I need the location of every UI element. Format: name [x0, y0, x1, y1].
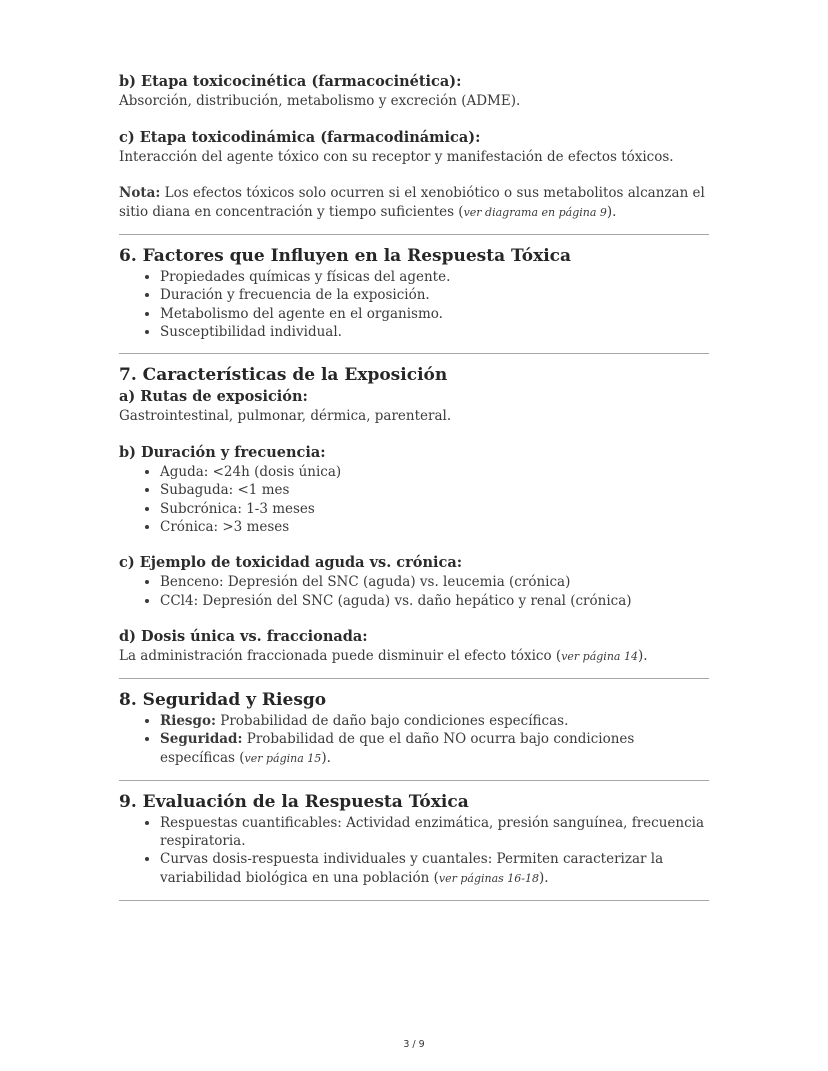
seguridad-end: ). — [321, 749, 331, 766]
page-number: 3 / 9 — [403, 1039, 425, 1050]
section-9-title: 9. Evaluación de la Respuesta Tóxica — [119, 791, 469, 812]
list-item: • Crónica: >3 meses — [160, 518, 709, 536]
nota-paragraph — [119, 184, 709, 222]
list-item — [160, 730, 709, 768]
section-8-list — [119, 712, 709, 768]
list-item: • CCl4: Depresión del SNC (aguda) vs. daño hepático y renal (crónica) — [160, 592, 709, 610]
section-7c-list — [119, 573, 709, 610]
item2-reference: ver páginas 16-18 — [438, 871, 539, 885]
section-7a-text: Gastrointestinal, pulmonar, dérmica, parenteral. — [119, 408, 452, 425]
section-7d-body: La administración fraccionada puede disminuir el efecto tóxico ( — [119, 647, 562, 664]
section-7c-title: c) Ejemplo de toxicidad aguda vs. crónica: — [119, 554, 463, 572]
etapa-c-title: c) Etapa toxicodinámica (farmacodinámica): — [119, 129, 481, 146]
section-7a-title: a) Rutas de exposición: — [119, 388, 308, 406]
list-item: • Susceptibilidad individual. — [160, 323, 709, 341]
nota-end: ). — [606, 204, 617, 220]
section-7d-title: d) Dosis única vs. fraccionada: — [119, 627, 368, 645]
etapa-c-text: Interacción del agente tóxico con su receptor y manifestación de efectos tóxicos. — [119, 149, 674, 165]
list-item: • Duración y frecuencia de la exposición. — [160, 286, 709, 304]
nota-reference: ver diagrama en página 9 — [463, 206, 607, 219]
etapa-b-title: b) Etapa toxicocinética (farmacocinética): — [119, 73, 462, 90]
section-7d-reference: ver página 14 — [561, 649, 638, 663]
section-6-list — [119, 268, 709, 341]
section-8-title: 8. Seguridad y Riesgo — [119, 689, 327, 710]
divider — [119, 900, 709, 901]
document-page — [119, 72, 709, 901]
item2-end: ). — [539, 869, 549, 886]
list-item: • Subcrónica: 1-3 meses — [160, 500, 709, 518]
list-item: • Benceno: Depresión del SNC (aguda) vs. leucemia (crónica) — [160, 573, 709, 591]
etapa-b-text: Absorción, distribución, metabolismo y excreción (ADME). — [119, 93, 521, 109]
section-7d-end: ). — [637, 647, 648, 664]
riesgo-text: Probabilidad de daño bajo condiciones específicas. — [215, 712, 569, 729]
list-item — [160, 850, 709, 888]
seguridad-label: Seguridad: — [160, 731, 243, 748]
nota-label: Nota: — [119, 185, 161, 201]
section-7-title: 7. Características de la Exposición — [119, 365, 448, 386]
seguridad-text: Probabilidad de que el daño NO ocurra bajo condiciones específicas ( — [160, 731, 635, 766]
section-9-list — [119, 814, 709, 888]
section-7d-text — [119, 647, 709, 666]
list-item: • Metabolismo del agente en el organismo. — [160, 305, 709, 323]
seguridad-reference: ver página 15 — [244, 751, 322, 765]
section-7b-title: b) Duración y frecuencia: — [119, 444, 326, 462]
list-item: • Respuestas cuantificables: Actividad enzimática, presión sanguínea, frecuencia respiratoria. — [160, 814, 709, 851]
nota-text: Los efectos tóxicos solo ocurren si el xenobiótico o sus metabolitos alcanzan el sitio diana en concentración y tiempo suficientes ( — [119, 185, 705, 220]
riesgo-label: Riesgo: — [160, 712, 216, 729]
item2-text: Curvas dosis-respuesta individuales y cuantales: Permiten caracterizar la variabilidad biológica en una población ( — [160, 851, 664, 886]
list-item: • Aguda: <24h (dosis única) — [160, 463, 709, 481]
section-7b-list — [119, 463, 709, 536]
list-item: • Propiedades químicas y físicas del agente. — [160, 268, 709, 286]
section-6-title: 6. Factores que Influyen en la Respuesta Tóxica — [119, 246, 572, 266]
list-item: • Subaguda: <1 mes — [160, 481, 709, 499]
list-item — [160, 712, 709, 730]
